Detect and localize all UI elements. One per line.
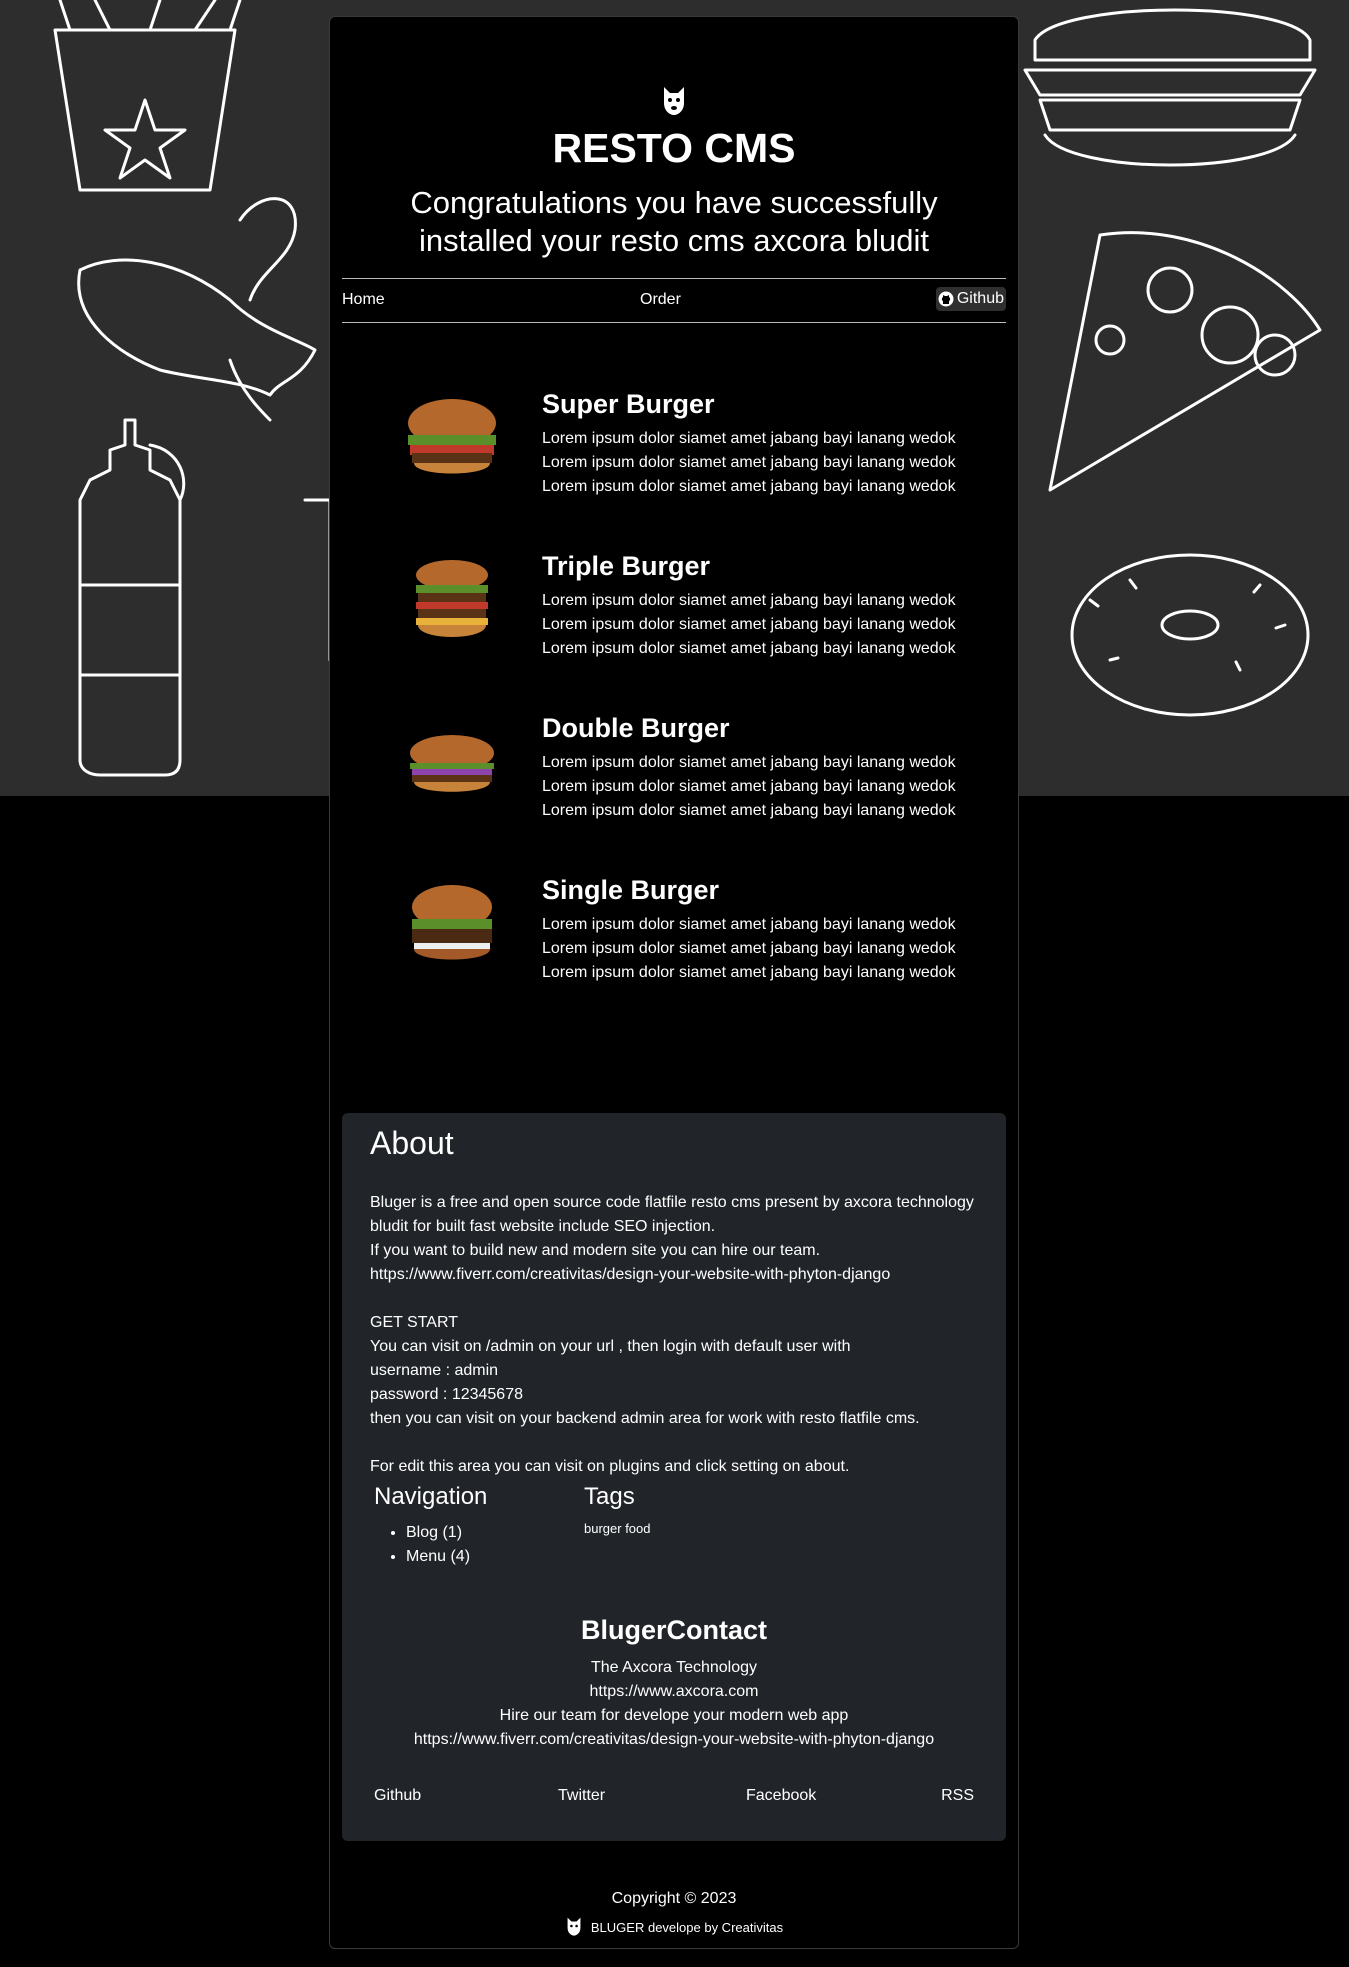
social-rss-link[interactable]: RSS bbox=[941, 1787, 974, 1804]
site-tagline: Congratulations you have successfully installed your resto cms axcora bludit bbox=[410, 185, 938, 258]
fries-doodle bbox=[55, 0, 240, 190]
menu-item-text bbox=[542, 873, 962, 985]
contact-section bbox=[342, 1615, 1006, 1752]
social-twitter-link[interactable]: Twitter bbox=[558, 1787, 606, 1804]
navigation-item-blog[interactable]: • Blog (1) bbox=[406, 1521, 487, 1545]
top-nav bbox=[342, 278, 1006, 323]
site-title[interactable]: RESTO CMS bbox=[552, 125, 796, 171]
super-burger-image[interactable] bbox=[400, 397, 504, 483]
dog-head-icon[interactable] bbox=[660, 83, 688, 117]
navigation-item-menu[interactable]: • Menu (4) bbox=[406, 1545, 487, 1569]
navigation-widget bbox=[374, 1483, 487, 1569]
cup-doodle bbox=[305, 500, 330, 660]
sauce-bottle-doodle bbox=[80, 420, 184, 775]
github-icon bbox=[938, 291, 954, 307]
single-burger-image[interactable] bbox=[400, 883, 504, 969]
social-facebook-link[interactable]: Facebook bbox=[746, 1787, 817, 1804]
tag-link[interactable]: burger food bbox=[584, 1521, 651, 1536]
menu-item[interactable] bbox=[330, 711, 1018, 873]
about-title: About bbox=[370, 1125, 454, 1161]
menu-item-text bbox=[542, 387, 962, 499]
menu-item-description: Lorem ipsum dolor siamet amet jabang bayi lanang wedok Lorem ipsum dolor siamet amet jabang bayi lanang wedok Lorem ipsum dolor siamet amet jabang bayi lanang wedok bbox=[542, 430, 956, 495]
menu-item-text bbox=[542, 711, 962, 823]
menu-item-text bbox=[542, 549, 962, 661]
burger-doodle bbox=[1025, 10, 1315, 165]
about-card bbox=[342, 1113, 1006, 1841]
chicken-doodle bbox=[79, 199, 315, 420]
menu-item-title[interactable]: Double Burger bbox=[542, 713, 730, 743]
nav-github-button[interactable] bbox=[936, 287, 1006, 311]
menu-item-description: Lorem ipsum dolor siamet amet jabang bayi lanang wedok Lorem ipsum dolor siamet amet jabang bayi lanang wedok Lorem ipsum dolor siamet amet jabang bayi lanang wedok bbox=[542, 916, 956, 981]
contact-hire: Hire our team for develope your modern web app bbox=[499, 1707, 849, 1724]
menu-item-title[interactable]: Triple Burger bbox=[542, 551, 711, 581]
dog-head-icon bbox=[565, 1915, 583, 1940]
menu-item-title[interactable]: Single Burger bbox=[542, 875, 720, 905]
menu-item-description: Lorem ipsum dolor siamet amet jabang bayi lanang wedok Lorem ipsum dolor siamet amet jabang bayi lanang wedok Lorem ipsum dolor siamet amet jabang bayi lanang wedok bbox=[542, 592, 956, 657]
credit-text[interactable]: BLUGER develope by Creativitas bbox=[590, 1920, 784, 1935]
main-container bbox=[329, 16, 1019, 1949]
nav-home-link[interactable]: Home bbox=[342, 291, 385, 308]
menu-list bbox=[330, 387, 1018, 1035]
about-body: Bluger is a free and open source code flatfile resto cms present by axcora technology bludit for built fast website include SEO injection. If you want to build new and modern site you can hire our team. https://www.fiverr.com/creativitas/design-your-website-with-phyton-django GET START You can visit on /admin on your url , then login with default user with username : admin password : 12345678 then you can visit on your backend admin area for work with resto flatfile cms. For edit this area you can visit on plugins and click setting on about. bbox=[370, 1194, 974, 1475]
credit-line bbox=[330, 1915, 1018, 1940]
triple-burger-image[interactable] bbox=[400, 559, 504, 645]
site-footer bbox=[330, 1887, 1018, 1940]
contact-title: BlugerContact bbox=[580, 1615, 767, 1645]
site-header bbox=[330, 83, 1018, 260]
contact-fiverr[interactable]: https://www.fiverr.com/creativitas/design-your-website-with-phyton-django bbox=[413, 1731, 935, 1748]
pizza-doodle bbox=[1050, 233, 1320, 490]
double-burger-image[interactable] bbox=[400, 721, 504, 807]
menu-item[interactable] bbox=[330, 549, 1018, 711]
tags-widget bbox=[584, 1483, 651, 1536]
navigation-title: Navigation bbox=[374, 1483, 488, 1510]
donut-doodle bbox=[1072, 555, 1308, 715]
menu-item[interactable] bbox=[330, 873, 1018, 1035]
tags-title: Tags bbox=[584, 1483, 635, 1510]
contact-company: The Axcora Technology bbox=[590, 1659, 758, 1676]
nav-order-link[interactable]: Order bbox=[640, 291, 681, 308]
menu-item-description: Lorem ipsum dolor siamet amet jabang bayi lanang wedok Lorem ipsum dolor siamet amet jabang bayi lanang wedok Lorem ipsum dolor siamet amet jabang bayi lanang wedok bbox=[542, 754, 956, 819]
navigation-list bbox=[374, 1521, 487, 1569]
menu-item-title[interactable]: Super Burger bbox=[542, 389, 715, 419]
copyright-text: Copyright © 2023 bbox=[611, 1890, 737, 1907]
nav-github-label: Github bbox=[956, 290, 1004, 307]
social-github-link[interactable]: Github bbox=[374, 1787, 422, 1804]
contact-website[interactable]: https://www.axcora.com bbox=[589, 1683, 759, 1700]
contact-lines bbox=[342, 1656, 1006, 1752]
menu-item[interactable] bbox=[330, 387, 1018, 549]
